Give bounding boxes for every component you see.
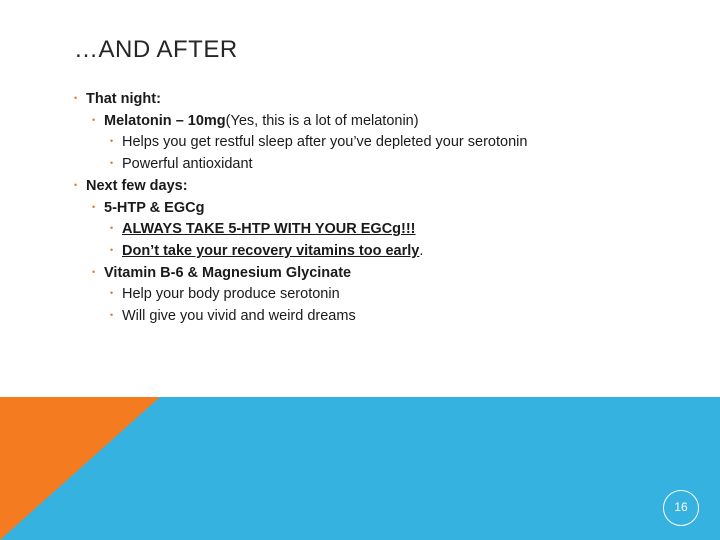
- bullet-level2-vitamin-b6: [74, 262, 674, 284]
- bullet-level1-next-few-days: [74, 175, 674, 197]
- bullet-level2-melatonin: [74, 110, 674, 132]
- bullet-level3-antioxidant: [74, 153, 674, 175]
- bullet-label: 5-HTP & EGCg: [104, 199, 205, 216]
- bullet-dot-icon: •: [110, 136, 114, 147]
- bullet-level1-that-night: [74, 88, 674, 110]
- bullet-text: Don’t take your recovery vitamins too early: [122, 242, 420, 259]
- bullet-text: ALWAYS TAKE 5-HTP WITH YOUR EGCg!!!: [122, 221, 416, 238]
- bullet-level3-restful-sleep: [74, 131, 674, 153]
- bullet-level3-dont-take-early: [74, 240, 674, 262]
- slide-title: …AND AFTER: [74, 36, 238, 63]
- bullet-level2-5htp-egcg: [74, 197, 674, 219]
- bullet-dot-icon: •: [110, 244, 114, 255]
- bullet-text: Helps you get restful sleep after you’ve depleted your serotonin: [122, 134, 528, 151]
- bullet-dot-icon: •: [74, 93, 78, 103]
- bullet-text: Powerful antioxidant: [122, 156, 253, 173]
- page-number-badge: 16: [663, 490, 699, 526]
- slide-body: [74, 88, 674, 327]
- bullet-label: Melatonin – 10mg: [104, 112, 226, 129]
- bullet-dot-icon: •: [110, 288, 114, 299]
- bullet-dot-icon: •: [74, 179, 78, 190]
- bullet-level3-vivid-dreams: [74, 305, 674, 327]
- bullet-dot-icon: •: [110, 310, 114, 321]
- bullet-dot-icon: •: [92, 114, 96, 125]
- bullet-dot-icon: •: [110, 223, 114, 234]
- bullet-text: Help your body produce serotonin: [122, 286, 340, 303]
- bullet-suffix: .: [419, 242, 424, 259]
- bullet-dot-icon: •: [92, 266, 96, 277]
- bullet-label: Next few days:: [86, 177, 188, 194]
- bullet-label: Vitamin B-6 & Magnesium Glycinate: [104, 264, 352, 281]
- bullet-note: (Yes, this is a lot of melatonin): [225, 112, 419, 129]
- bullet-label: That night:: [86, 91, 161, 107]
- bullet-level3-always-take: [74, 218, 674, 240]
- bullet-dot-icon: •: [110, 158, 114, 169]
- bullet-text: Will give you vivid and weird dreams: [122, 308, 356, 325]
- bullet-level3-produce-serotonin: [74, 283, 674, 305]
- bullet-dot-icon: •: [92, 201, 96, 212]
- footer-decoration: [0, 397, 720, 540]
